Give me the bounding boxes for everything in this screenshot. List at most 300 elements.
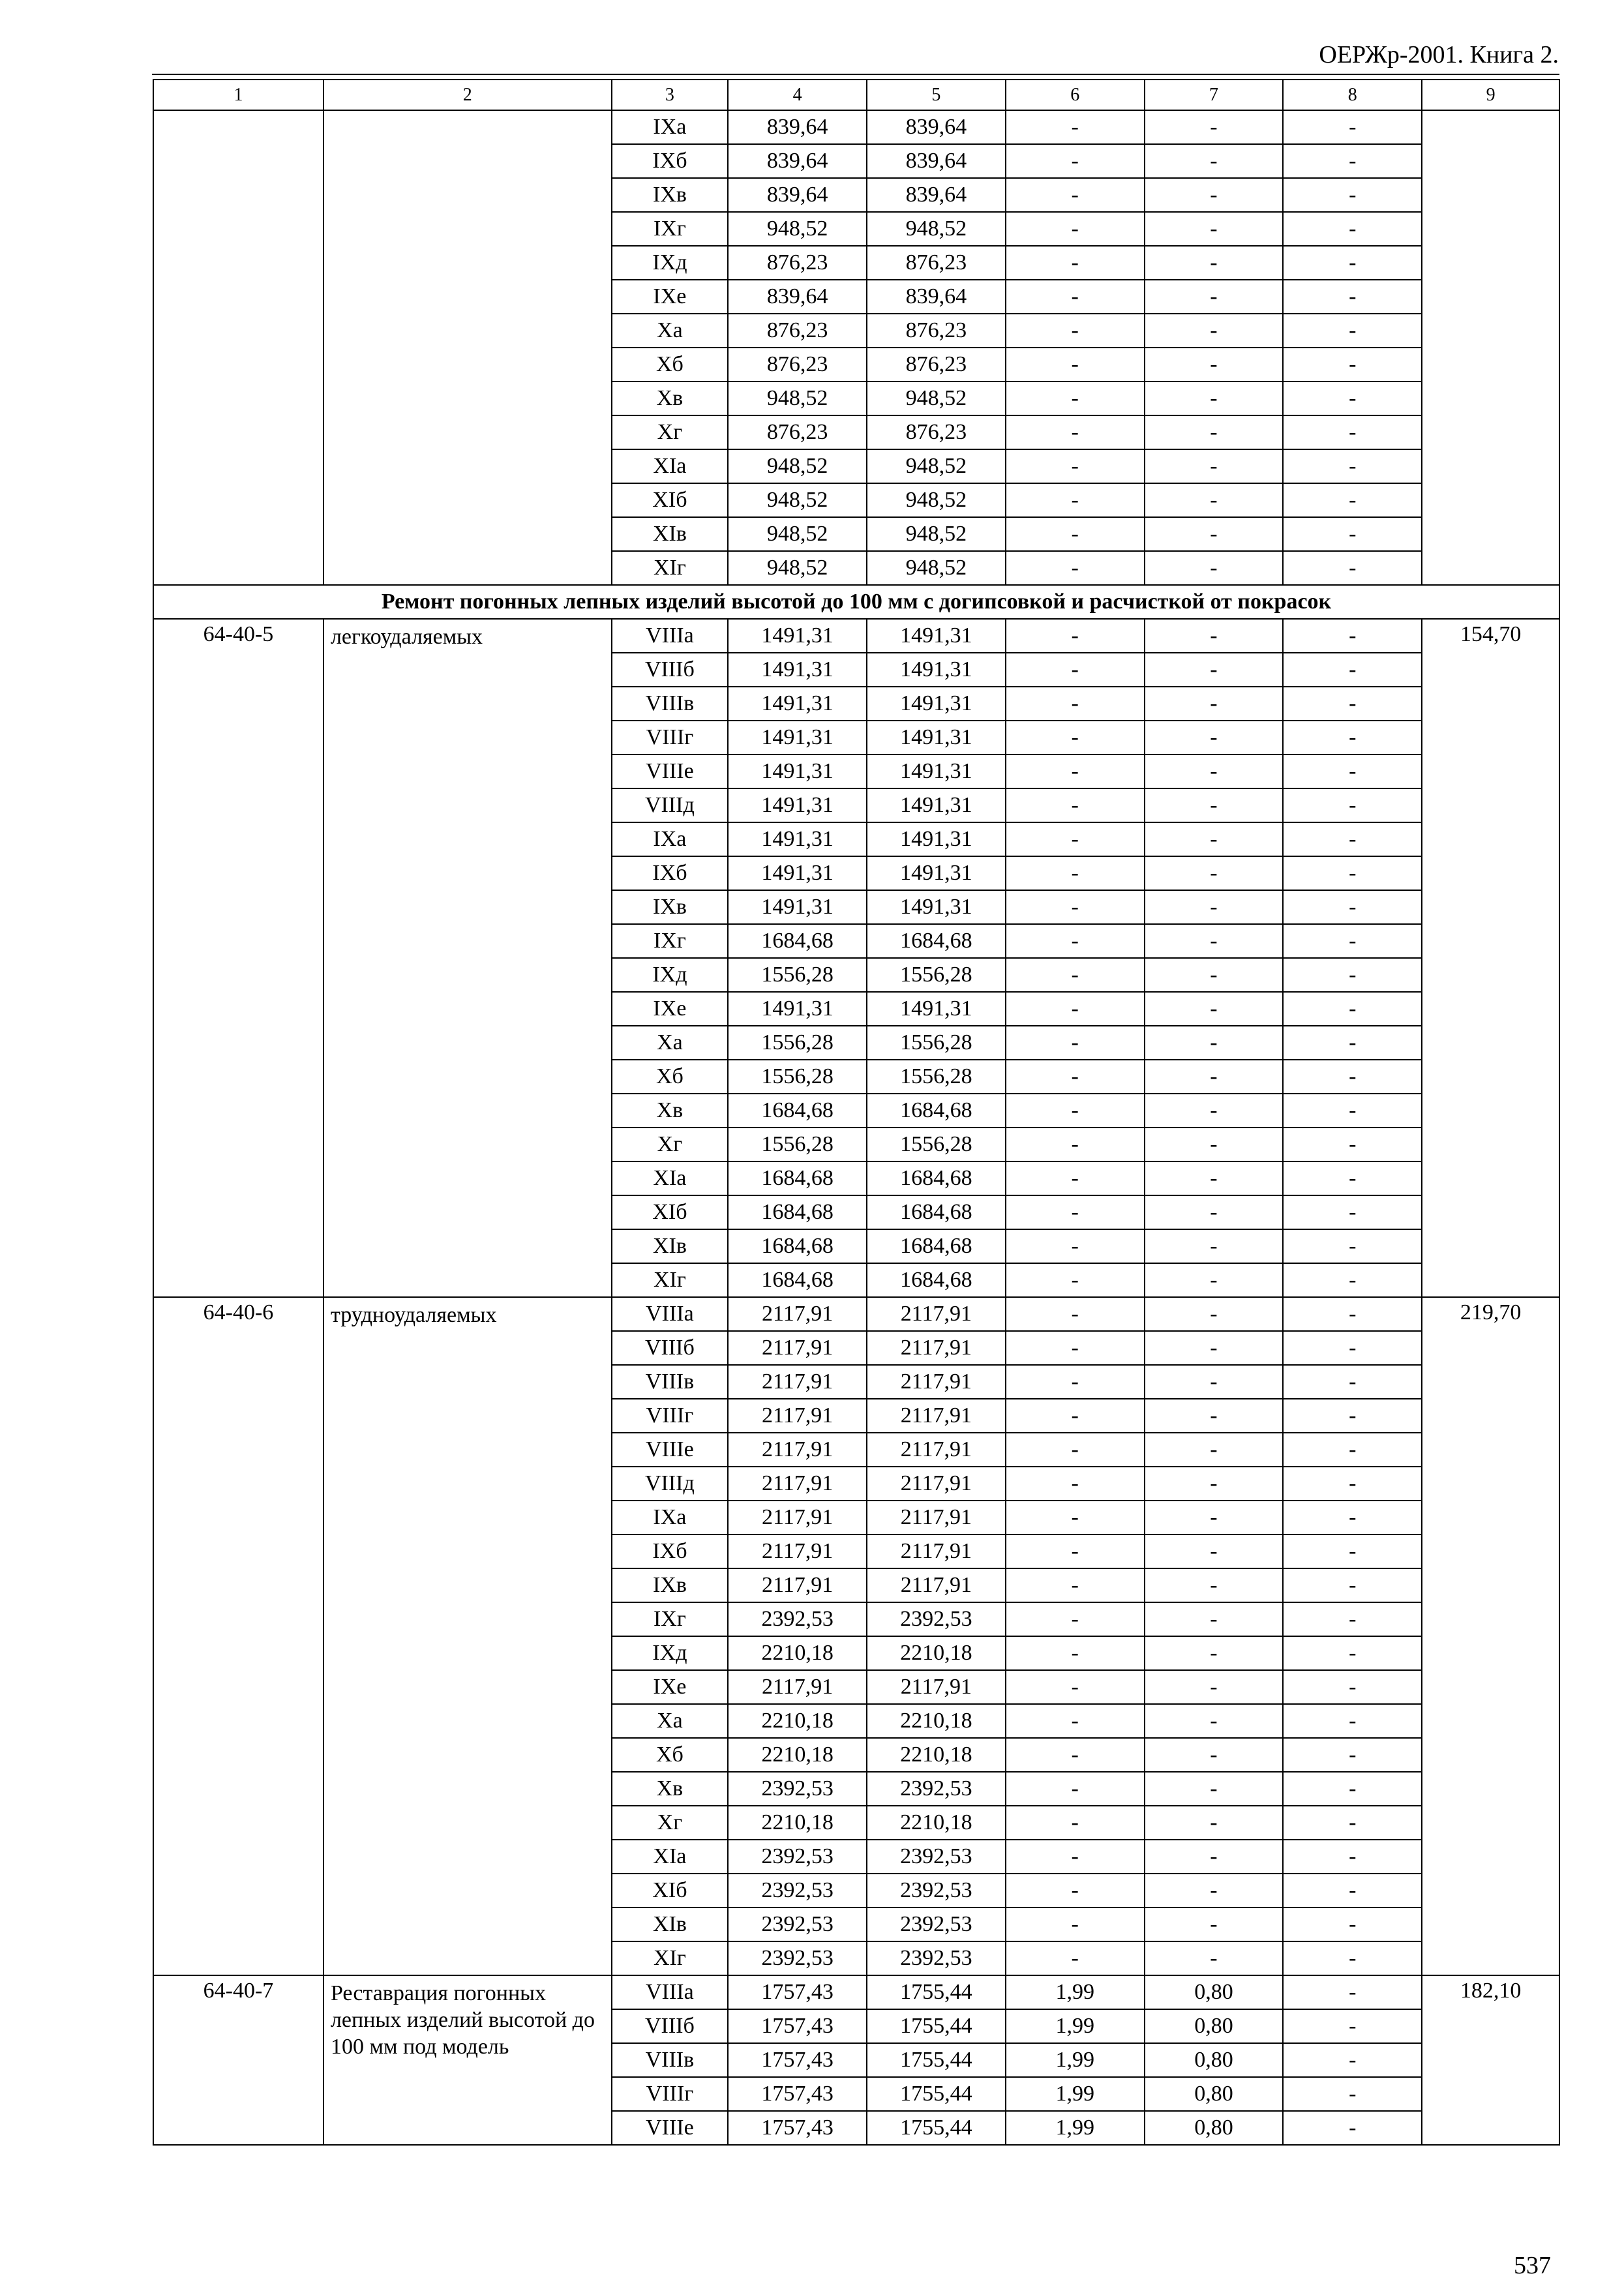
- value-cell: 948,52: [867, 382, 1006, 415]
- value-cell: -: [1006, 1060, 1145, 1094]
- value-cell: Xб: [612, 348, 729, 382]
- value-cell: 2117,91: [728, 1670, 867, 1704]
- value-cell: 1684,68: [867, 1094, 1006, 1128]
- value-cell: -: [1145, 517, 1284, 551]
- value-cell: 1491,31: [867, 788, 1006, 822]
- value-cell: -: [1283, 382, 1422, 415]
- value-cell: -: [1145, 1060, 1284, 1094]
- value-cell: -: [1006, 1874, 1145, 1908]
- value-cell: 1556,28: [867, 1060, 1006, 1094]
- value-cell: -: [1006, 1467, 1145, 1501]
- value-cell: 2392,53: [728, 1772, 867, 1806]
- section-row: [153, 585, 1559, 619]
- value-cell: -: [1145, 1568, 1284, 1602]
- section-title: Ремонт погонных лепных изделий высотой до 100 мм с догипсовкой и расчисткой от покрасок: [153, 585, 1559, 619]
- value-cell: 1491,31: [728, 856, 867, 890]
- value-cell: -: [1145, 687, 1284, 721]
- value-cell: -: [1145, 1297, 1284, 1331]
- value-cell: -: [1145, 1908, 1284, 1941]
- value-cell: 2392,53: [728, 1840, 867, 1874]
- value-cell: -: [1145, 755, 1284, 788]
- value-cell: -: [1006, 517, 1145, 551]
- item-code: 64-40-5: [153, 619, 323, 1297]
- value-cell: Xг: [612, 1806, 729, 1840]
- value-cell: Xа: [612, 1026, 729, 1060]
- value-cell: -: [1145, 890, 1284, 924]
- value-cell: -: [1283, 1501, 1422, 1534]
- value-cell: IXа: [612, 110, 729, 144]
- value-cell: VIIIе: [612, 1433, 729, 1467]
- value-cell: 876,23: [728, 415, 867, 449]
- value-cell: 2117,91: [867, 1501, 1006, 1534]
- item-name: легкоудаляемых: [323, 619, 612, 1297]
- value-cell: -: [1006, 348, 1145, 382]
- value-cell: 948,52: [728, 212, 867, 246]
- value-cell: -: [1283, 755, 1422, 788]
- value-cell: -: [1145, 1229, 1284, 1263]
- value-cell: -: [1145, 110, 1284, 144]
- value-cell: -: [1006, 314, 1145, 348]
- value-cell: -: [1145, 1636, 1284, 1670]
- value-cell: -: [1006, 1501, 1145, 1534]
- value-cell: VIIIд: [612, 788, 729, 822]
- norm-cell-empty: [1422, 110, 1559, 585]
- value-cell: 839,64: [867, 178, 1006, 212]
- value-cell: 1491,31: [728, 822, 867, 856]
- value-cell: 948,52: [728, 449, 867, 483]
- value-cell: -: [1283, 2077, 1422, 2111]
- value-cell: Xа: [612, 1704, 729, 1738]
- value-cell: 2210,18: [728, 1806, 867, 1840]
- value-cell: -: [1145, 1941, 1284, 1975]
- value-cell: -: [1283, 1060, 1422, 1094]
- value-cell: 839,64: [728, 178, 867, 212]
- value-cell: 839,64: [867, 280, 1006, 314]
- value-cell: -: [1145, 1806, 1284, 1840]
- value-cell: 2392,53: [867, 1874, 1006, 1908]
- value-cell: 948,52: [728, 517, 867, 551]
- value-cell: -: [1006, 1195, 1145, 1229]
- value-cell: Xг: [612, 415, 729, 449]
- value-cell: -: [1145, 483, 1284, 517]
- code-cell-empty: [153, 110, 323, 585]
- value-cell: -: [1006, 1738, 1145, 1772]
- value-cell: -: [1006, 788, 1145, 822]
- value-cell: 2117,91: [728, 1399, 867, 1433]
- column-number: 3: [612, 80, 729, 110]
- value-cell: XIб: [612, 483, 729, 517]
- value-cell: 948,52: [728, 551, 867, 585]
- value-cell: IXв: [612, 178, 729, 212]
- value-cell: XIг: [612, 551, 729, 585]
- value-cell: XIа: [612, 1840, 729, 1874]
- value-cell: IXг: [612, 212, 729, 246]
- value-cell: 876,23: [728, 314, 867, 348]
- value-cell: 2392,53: [867, 1772, 1006, 1806]
- value-cell: XIа: [612, 1161, 729, 1195]
- value-cell: -: [1006, 415, 1145, 449]
- value-cell: VIIIг: [612, 721, 729, 755]
- value-cell: -: [1283, 619, 1422, 653]
- value-cell: -: [1145, 1161, 1284, 1195]
- value-cell: VIIIа: [612, 1975, 729, 2009]
- value-cell: 1684,68: [867, 924, 1006, 958]
- value-cell: 2117,91: [867, 1568, 1006, 1602]
- value-cell: 2117,91: [728, 1534, 867, 1568]
- header-rule: [152, 74, 1559, 75]
- value-cell: -: [1006, 1908, 1145, 1941]
- value-cell: VIIIа: [612, 619, 729, 653]
- value-cell: 2117,91: [728, 1433, 867, 1467]
- value-cell: VIIIв: [612, 1365, 729, 1399]
- value-cell: -: [1283, 1806, 1422, 1840]
- value-cell: -: [1283, 822, 1422, 856]
- value-cell: -: [1145, 653, 1284, 687]
- value-cell: -: [1283, 551, 1422, 585]
- value-cell: Xб: [612, 1738, 729, 1772]
- value-cell: -: [1283, 1534, 1422, 1568]
- value-cell: 1684,68: [867, 1229, 1006, 1263]
- value-cell: VIIIб: [612, 2009, 729, 2043]
- value-cell: -: [1006, 822, 1145, 856]
- value-cell: IXе: [612, 280, 729, 314]
- value-cell: 839,64: [728, 110, 867, 144]
- value-cell: 2392,53: [867, 1941, 1006, 1975]
- value-cell: 1556,28: [728, 958, 867, 992]
- value-cell: -: [1145, 958, 1284, 992]
- value-cell: IXг: [612, 924, 729, 958]
- page-number: 537: [1514, 2252, 1551, 2279]
- value-cell: 2117,91: [728, 1467, 867, 1501]
- item-name: Реставрация погонных лепных изделий высотой до 100 мм под модель: [323, 1975, 612, 2145]
- value-cell: IXд: [612, 246, 729, 280]
- table-row: [153, 1297, 1559, 1331]
- value-cell: 2117,91: [867, 1433, 1006, 1467]
- value-cell: -: [1283, 483, 1422, 517]
- value-cell: -: [1283, 2043, 1422, 2077]
- value-cell: -: [1006, 449, 1145, 483]
- value-cell: -: [1283, 1602, 1422, 1636]
- value-cell: -: [1006, 1806, 1145, 1840]
- value-cell: -: [1283, 653, 1422, 687]
- value-cell: 1755,44: [867, 2111, 1006, 2145]
- value-cell: Xв: [612, 1772, 729, 1806]
- value-cell: -: [1145, 856, 1284, 890]
- value-cell: XIв: [612, 517, 729, 551]
- value-cell: 948,52: [867, 483, 1006, 517]
- value-cell: IXе: [612, 992, 729, 1026]
- value-cell: -: [1145, 1602, 1284, 1636]
- value-cell: -: [1006, 1602, 1145, 1636]
- value-cell: XIг: [612, 1263, 729, 1297]
- value-cell: IXб: [612, 144, 729, 178]
- value-cell: -: [1145, 1026, 1284, 1060]
- value-cell: -: [1283, 1772, 1422, 1806]
- value-cell: Xг: [612, 1128, 729, 1161]
- value-cell: -: [1006, 958, 1145, 992]
- value-cell: -: [1283, 687, 1422, 721]
- value-cell: -: [1006, 1331, 1145, 1365]
- value-cell: 2210,18: [728, 1704, 867, 1738]
- value-cell: 2117,91: [728, 1297, 867, 1331]
- value-cell: VIIIв: [612, 2043, 729, 2077]
- value-cell: XIг: [612, 1941, 729, 1975]
- value-cell: 1491,31: [867, 687, 1006, 721]
- value-cell: -: [1283, 110, 1422, 144]
- value-cell: 1491,31: [867, 822, 1006, 856]
- table-row: [153, 1975, 1559, 2009]
- value-cell: 948,52: [867, 212, 1006, 246]
- value-cell: -: [1145, 1365, 1284, 1399]
- value-cell: 876,23: [728, 348, 867, 382]
- value-cell: -: [1283, 1908, 1422, 1941]
- column-number: 4: [728, 80, 867, 110]
- value-cell: -: [1283, 1467, 1422, 1501]
- value-cell: 948,52: [867, 449, 1006, 483]
- value-cell: 1,99: [1006, 2111, 1145, 2145]
- value-cell: -: [1145, 280, 1284, 314]
- value-cell: -: [1006, 551, 1145, 585]
- value-cell: -: [1006, 1297, 1145, 1331]
- value-cell: -: [1006, 144, 1145, 178]
- value-cell: 1684,68: [728, 924, 867, 958]
- value-cell: -: [1283, 1738, 1422, 1772]
- value-cell: 0,80: [1145, 2077, 1284, 2111]
- value-cell: 2117,91: [867, 1534, 1006, 1568]
- value-cell: IXб: [612, 856, 729, 890]
- value-cell: -: [1283, 1568, 1422, 1602]
- value-cell: IXд: [612, 958, 729, 992]
- value-cell: -: [1283, 1365, 1422, 1399]
- value-cell: 2392,53: [867, 1908, 1006, 1941]
- value-cell: VIIIа: [612, 1297, 729, 1331]
- value-cell: 0,80: [1145, 1975, 1284, 2009]
- value-cell: -: [1283, 314, 1422, 348]
- value-cell: -: [1145, 246, 1284, 280]
- value-cell: -: [1283, 1263, 1422, 1297]
- value-cell: 2117,91: [867, 1467, 1006, 1501]
- value-cell: -: [1145, 822, 1284, 856]
- value-cell: -: [1006, 992, 1145, 1026]
- item-code: 64-40-6: [153, 1297, 323, 1975]
- value-cell: 1491,31: [728, 721, 867, 755]
- value-cell: -: [1145, 382, 1284, 415]
- value-cell: 2117,91: [867, 1670, 1006, 1704]
- value-cell: 2392,53: [728, 1602, 867, 1636]
- value-cell: -: [1145, 449, 1284, 483]
- value-cell: Xв: [612, 382, 729, 415]
- value-cell: 1491,31: [867, 653, 1006, 687]
- value-cell: 2117,91: [728, 1331, 867, 1365]
- value-cell: 1556,28: [728, 1026, 867, 1060]
- value-cell: 839,64: [728, 280, 867, 314]
- value-cell: 948,52: [728, 483, 867, 517]
- value-cell: -: [1145, 1670, 1284, 1704]
- value-cell: VIIIб: [612, 1331, 729, 1365]
- value-cell: 948,52: [728, 382, 867, 415]
- value-cell: 2210,18: [867, 1806, 1006, 1840]
- value-cell: 2392,53: [728, 1874, 867, 1908]
- value-cell: -: [1145, 1195, 1284, 1229]
- value-cell: 1491,31: [728, 992, 867, 1026]
- value-cell: -: [1006, 1670, 1145, 1704]
- value-cell: -: [1006, 1399, 1145, 1433]
- value-cell: 1755,44: [867, 2077, 1006, 2111]
- value-cell: -: [1006, 1636, 1145, 1670]
- value-cell: IXб: [612, 1534, 729, 1568]
- value-cell: IXа: [612, 1501, 729, 1534]
- value-cell: -: [1006, 1229, 1145, 1263]
- value-cell: 1684,68: [728, 1195, 867, 1229]
- value-cell: -: [1006, 1026, 1145, 1060]
- value-cell: 2210,18: [728, 1636, 867, 1670]
- value-cell: -: [1145, 721, 1284, 755]
- value-cell: -: [1283, 517, 1422, 551]
- value-cell: -: [1283, 890, 1422, 924]
- value-cell: -: [1145, 1772, 1284, 1806]
- value-cell: -: [1006, 1568, 1145, 1602]
- value-cell: -: [1283, 924, 1422, 958]
- value-cell: 876,23: [867, 246, 1006, 280]
- value-cell: 1491,31: [867, 755, 1006, 788]
- value-cell: -: [1283, 1331, 1422, 1365]
- value-cell: 1757,43: [728, 2009, 867, 2043]
- value-cell: IXд: [612, 1636, 729, 1670]
- value-cell: -: [1006, 687, 1145, 721]
- value-cell: 1491,31: [867, 619, 1006, 653]
- value-cell: -: [1283, 1670, 1422, 1704]
- value-cell: 2392,53: [867, 1602, 1006, 1636]
- value-cell: 1684,68: [867, 1263, 1006, 1297]
- column-number: 7: [1145, 80, 1284, 110]
- value-cell: 0,80: [1145, 2009, 1284, 2043]
- value-cell: -: [1145, 1399, 1284, 1433]
- column-number: 8: [1283, 80, 1422, 110]
- value-cell: 1491,31: [728, 619, 867, 653]
- value-cell: 1491,31: [728, 755, 867, 788]
- value-cell: 2117,91: [867, 1297, 1006, 1331]
- value-cell: -: [1283, 1229, 1422, 1263]
- value-cell: 948,52: [867, 551, 1006, 585]
- value-cell: -: [1283, 212, 1422, 246]
- value-cell: 839,64: [728, 144, 867, 178]
- value-cell: 1556,28: [728, 1060, 867, 1094]
- value-cell: 1684,68: [728, 1263, 867, 1297]
- value-cell: -: [1145, 1874, 1284, 1908]
- value-cell: 1,99: [1006, 1975, 1145, 2009]
- value-cell: 1755,44: [867, 2043, 1006, 2077]
- value-cell: XIб: [612, 1874, 729, 1908]
- value-cell: 1755,44: [867, 1975, 1006, 2009]
- value-cell: -: [1145, 144, 1284, 178]
- value-cell: -: [1283, 280, 1422, 314]
- value-cell: -: [1006, 1161, 1145, 1195]
- value-cell: -: [1283, 415, 1422, 449]
- value-cell: XIв: [612, 1908, 729, 1941]
- value-cell: -: [1145, 1331, 1284, 1365]
- value-cell: -: [1283, 1161, 1422, 1195]
- value-cell: VIIIг: [612, 2077, 729, 2111]
- value-cell: 876,23: [867, 314, 1006, 348]
- value-cell: VIIIд: [612, 1467, 729, 1501]
- value-cell: 1757,43: [728, 2111, 867, 2145]
- value-cell: -: [1006, 856, 1145, 890]
- value-cell: -: [1006, 1704, 1145, 1738]
- value-cell: 876,23: [867, 415, 1006, 449]
- value-cell: 2117,91: [867, 1365, 1006, 1399]
- value-cell: -: [1006, 1534, 1145, 1568]
- value-cell: -: [1145, 1433, 1284, 1467]
- value-cell: -: [1145, 924, 1284, 958]
- value-cell: -: [1283, 1297, 1422, 1331]
- value-cell: VIIIе: [612, 2111, 729, 2145]
- value-cell: -: [1006, 1263, 1145, 1297]
- table-row: [153, 619, 1559, 653]
- value-cell: IXе: [612, 1670, 729, 1704]
- value-cell: 2392,53: [728, 1941, 867, 1975]
- value-cell: XIб: [612, 1195, 729, 1229]
- value-cell: -: [1283, 246, 1422, 280]
- value-cell: 1491,31: [728, 788, 867, 822]
- value-cell: 2117,91: [728, 1568, 867, 1602]
- value-cell: -: [1145, 1534, 1284, 1568]
- value-cell: 2117,91: [728, 1501, 867, 1534]
- value-cell: VIIIв: [612, 687, 729, 721]
- value-cell: -: [1145, 314, 1284, 348]
- value-cell: -: [1006, 1094, 1145, 1128]
- value-cell: 1,99: [1006, 2077, 1145, 2111]
- item-code: 64-40-7: [153, 1975, 323, 2145]
- value-cell: 1491,31: [728, 653, 867, 687]
- value-cell: -: [1283, 1636, 1422, 1670]
- value-cell: 1556,28: [728, 1128, 867, 1161]
- item-norm: 182,10: [1422, 1975, 1559, 2145]
- value-cell: 2117,91: [867, 1399, 1006, 1433]
- item-norm: 154,70: [1422, 619, 1559, 1297]
- value-cell: 1556,28: [867, 1026, 1006, 1060]
- value-cell: -: [1283, 144, 1422, 178]
- value-cell: -: [1145, 1501, 1284, 1534]
- value-cell: 2210,18: [867, 1704, 1006, 1738]
- value-cell: IXа: [612, 822, 729, 856]
- value-cell: -: [1006, 382, 1145, 415]
- value-cell: VIIIб: [612, 653, 729, 687]
- value-cell: -: [1006, 1365, 1145, 1399]
- value-cell: 2392,53: [728, 1908, 867, 1941]
- value-cell: 1491,31: [728, 687, 867, 721]
- value-cell: -: [1145, 212, 1284, 246]
- value-cell: 839,64: [867, 110, 1006, 144]
- value-cell: -: [1283, 1128, 1422, 1161]
- value-cell: 1491,31: [867, 721, 1006, 755]
- value-cell: -: [1006, 212, 1145, 246]
- value-cell: -: [1006, 280, 1145, 314]
- value-cell: -: [1006, 483, 1145, 517]
- value-cell: -: [1145, 1738, 1284, 1772]
- value-cell: 1491,31: [728, 890, 867, 924]
- value-cell: VIIIг: [612, 1399, 729, 1433]
- value-cell: 1757,43: [728, 1975, 867, 2009]
- column-number: 1: [153, 80, 323, 110]
- value-cell: -: [1283, 1433, 1422, 1467]
- value-cell: -: [1283, 1026, 1422, 1060]
- value-cell: IXг: [612, 1602, 729, 1636]
- value-cell: 839,64: [867, 144, 1006, 178]
- value-cell: IXв: [612, 1568, 729, 1602]
- value-cell: -: [1006, 890, 1145, 924]
- value-cell: -: [1283, 449, 1422, 483]
- value-cell: -: [1145, 788, 1284, 822]
